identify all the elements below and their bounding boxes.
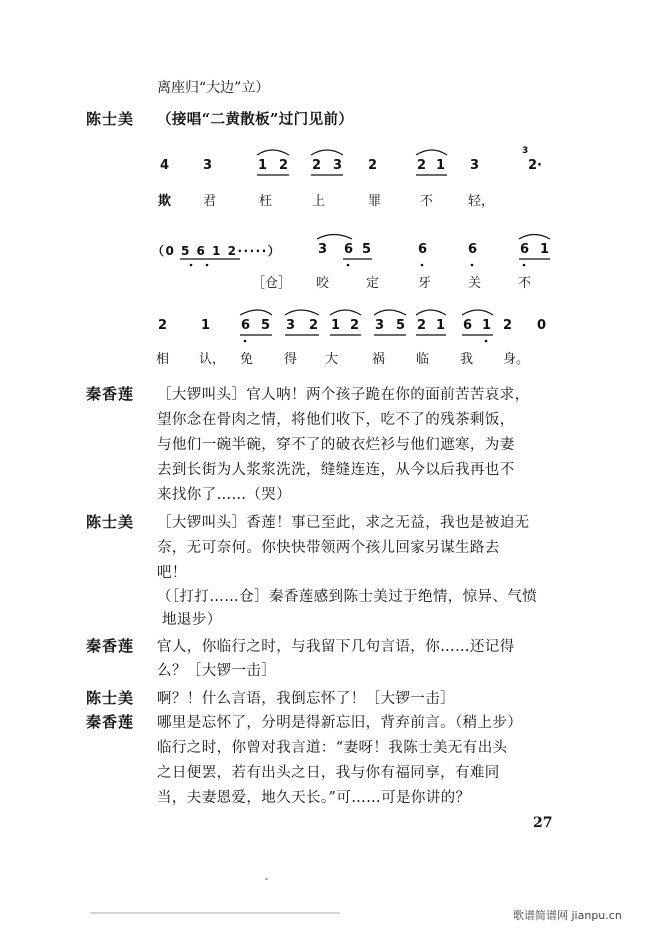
page-number: 27: [533, 815, 553, 831]
lyric: 罪: [368, 194, 382, 209]
stage-direction-line: 地退步）: [162, 612, 222, 628]
lyric: 牙: [418, 276, 432, 291]
note: 2: [350, 318, 360, 333]
note: 3: [470, 158, 480, 173]
note: 3: [318, 242, 328, 257]
lyric: 欺: [158, 194, 172, 209]
lyric: 大: [325, 352, 339, 367]
dialogue-line: ［大锣叫头］官人呐！两个孩子跪在你的面前苦苦哀求，: [157, 387, 530, 403]
dialogue-line: 啊？！什么言语，我倒忘怀了！［大锣一击］: [157, 691, 455, 707]
note: 6: [520, 242, 530, 257]
dialogue-line: 官人，你临行之时，与我留下几句言语，你……还记得: [157, 639, 515, 655]
note: 2·: [528, 158, 542, 173]
dialogue-line: 之日便罢，若有出头之日，我与你有福同享，有难同: [157, 765, 500, 781]
note: 6: [241, 318, 251, 333]
dialogue-line: 望你念在骨肉之情，将他们收下，吃不了的残茶剩饭，: [157, 412, 515, 428]
note: 6: [468, 242, 478, 257]
intro-phrase: （0 5 6 1 2·····）: [152, 244, 282, 258]
note: 1: [482, 318, 492, 333]
dialogue-line: ［大锣叫头］香莲！事已至此，求之无益，我也是被迫无: [157, 515, 530, 531]
dialogue-line: 去到长街为人浆浆洗洗，缝缝连连，从今以后我再也不: [157, 462, 515, 478]
note: 1: [540, 242, 550, 257]
lyric: 不: [420, 194, 434, 209]
note: 3: [286, 318, 296, 333]
lyric: 枉: [259, 194, 273, 209]
note: 0: [537, 318, 547, 333]
scan-artifact: [265, 878, 268, 880]
note: 6: [418, 242, 428, 257]
note: 1: [201, 318, 211, 333]
note: 2: [158, 318, 168, 333]
dialogue-line: 临行之时，你曾对我言道：“妻呀！我陈士美无有出头: [157, 740, 508, 756]
speaker-name: 陈士美: [86, 513, 135, 531]
speaker-name: 秦香莲: [86, 385, 135, 403]
note: 2: [417, 318, 427, 333]
speaker-name: 秦香莲: [86, 637, 135, 655]
lyric: 咬: [316, 276, 330, 291]
stage-direction-line: （［打打……仓］秦香莲感到陈士美过于绝情，惊异、气愤: [157, 589, 538, 605]
speaker-name: 陈士美: [86, 689, 135, 707]
lyric: 君: [203, 194, 217, 209]
lyric: 免: [240, 352, 254, 367]
note: 3: [375, 318, 385, 333]
scan-artifact: [90, 912, 340, 914]
dialogue-line: 来找你了……（哭）: [157, 487, 292, 503]
dialogue-line: 奈，无可奈何。你快快带领两个孩儿回家另谋生路去: [157, 540, 500, 556]
note: 2: [309, 318, 319, 333]
dialogue-line: 与他们一碗半碗，穿不了的破衣烂衫与他们遮寒，为妻: [157, 437, 515, 453]
note: 2: [312, 158, 322, 173]
note: 1: [331, 318, 341, 333]
lyric: 不: [518, 276, 532, 291]
lyric-prefix: ［仓］: [252, 276, 292, 291]
stage-direction: 离座归“大边”立）: [157, 80, 270, 96]
note: 3: [333, 158, 343, 173]
lyric: 我: [460, 352, 474, 367]
notation-marks: [0, 0, 655, 400]
note: 1: [436, 318, 446, 333]
grace-note: 3: [522, 146, 529, 156]
lyric: 临: [416, 352, 430, 367]
lyric: 身。: [503, 352, 530, 367]
note: 5: [396, 318, 406, 333]
note: 4: [160, 158, 170, 173]
dialogue-line: 吧！: [157, 565, 187, 581]
lyric: 认，: [199, 352, 226, 367]
note: 2: [417, 158, 427, 173]
note: 1: [436, 158, 446, 173]
lyric: 轻，: [468, 194, 495, 209]
lyric: 得: [284, 352, 298, 367]
dialogue-line: 么？［大锣一击］: [157, 663, 277, 679]
note: 5: [261, 318, 271, 333]
score-intro-speaker: 陈士美: [86, 110, 135, 128]
note: 6: [344, 242, 354, 257]
lyric: 相: [156, 352, 170, 367]
note: 2: [368, 158, 378, 173]
lyric: 关: [468, 276, 482, 291]
note: 5: [362, 242, 372, 257]
note: 2: [503, 318, 513, 333]
speaker-name: 秦香莲: [86, 713, 135, 731]
note: 6: [463, 318, 473, 333]
lyric: 定: [366, 276, 380, 291]
dialogue-line: 哪里是忘怀了，分明是得新忘旧，背弃前言。（稍上步）: [157, 715, 523, 731]
score-intro-text: （接唱“二黄散板”过门见前）: [157, 111, 354, 128]
note: 1: [258, 158, 268, 173]
watermark: 歌谱简谱网 jianpu.cn: [513, 909, 622, 922]
lyric: 祸: [372, 352, 386, 367]
note: 3: [203, 158, 213, 173]
note: 2: [279, 158, 289, 173]
dialogue-line: 当，夫妻恩爱，地久天长。”可……可是你讲的？: [157, 790, 471, 806]
lyric: 上: [312, 194, 326, 209]
